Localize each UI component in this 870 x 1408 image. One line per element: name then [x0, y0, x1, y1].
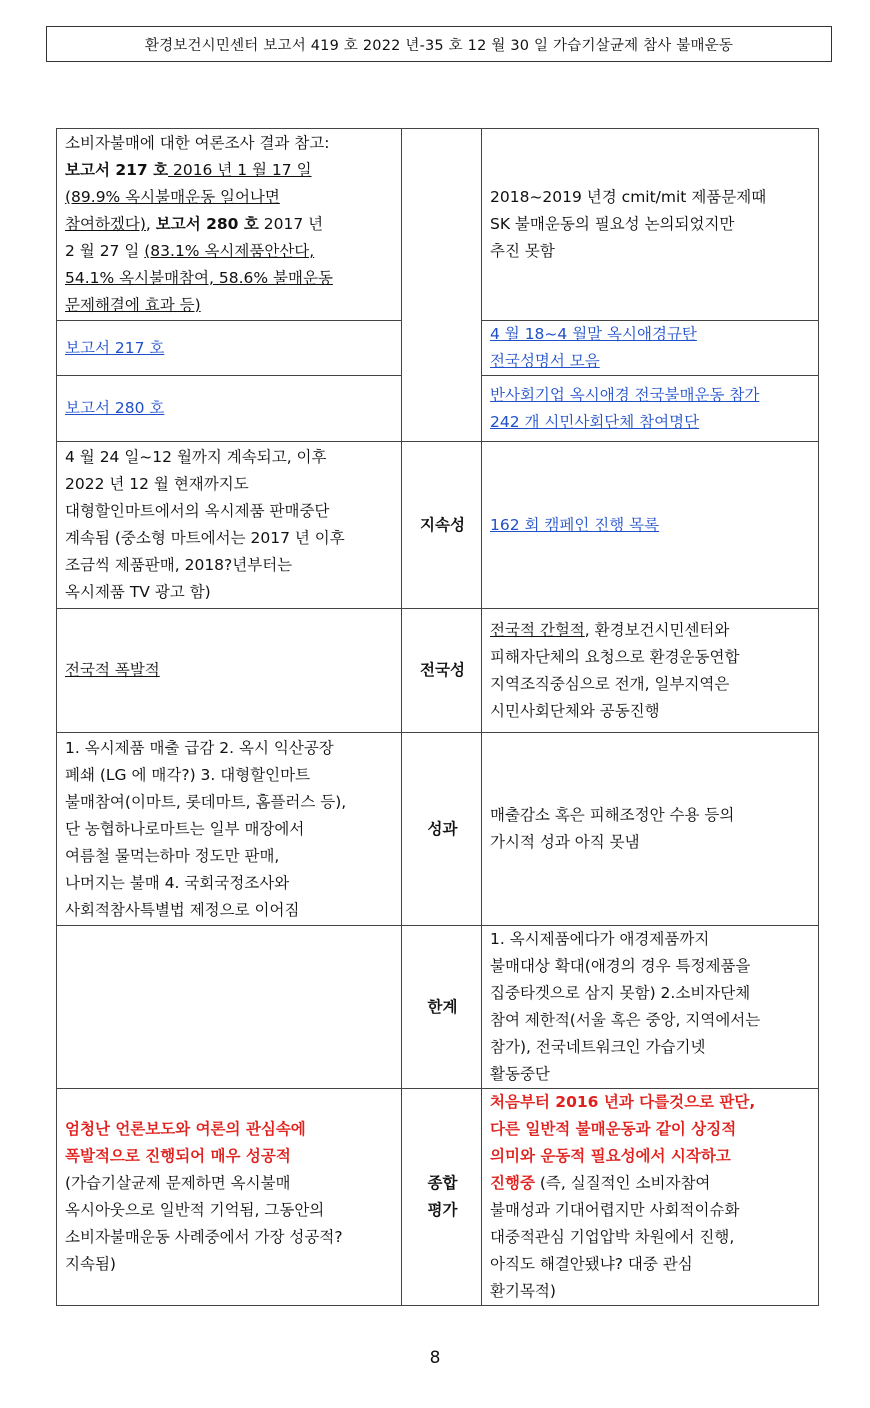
overall-left-line: 옥시아웃으로 일반적 기억됨, 그동안의	[65, 1201, 325, 1219]
overall-right-emphasis: 의미와 운동적 필요성에서 시작하고	[490, 1147, 731, 1165]
limit-line: 참가), 전국네트워크인 가습기넷	[490, 1038, 706, 1056]
overall-left-emphasis: 엄청난 언론보도와 여론의 관심속에	[65, 1120, 306, 1138]
continuity-line: 대형할인마트에서의 옥시제품 판매중단	[65, 502, 330, 520]
survey-line: 2 월 27 일 (83.1% 옥시제품안산다,	[65, 242, 315, 260]
overall-left-cell	[57, 1089, 402, 1306]
nationwide-left-cell	[57, 609, 402, 733]
result-left-cell	[57, 733, 402, 926]
survey-line: 참여하겠다), 보고서 280 호 2017 년	[65, 215, 324, 233]
continuity-label: 지속성	[402, 442, 482, 609]
campaign-list-link[interactable]: 162 회 캠페인 진행 목록	[490, 515, 660, 534]
boycott-evaluation-table	[56, 128, 819, 1306]
statements-collection-link-line2[interactable]: 전국성명서 모음	[490, 352, 600, 370]
survey-right-line: 추진 못함	[490, 242, 555, 260]
continuity-line: 4 월 24 일~12 월까지 계속되고, 이후	[65, 448, 327, 466]
overall-right-line: 불매성과 기대어렵지만 사회적이슈화	[490, 1201, 740, 1219]
result-right-line: 가시적 성과 아직 못냄	[490, 833, 640, 851]
overall-label: 종합 평가	[402, 1089, 482, 1306]
link280-right-cell	[482, 376, 819, 442]
nationwide-right-cell	[482, 609, 819, 733]
report-280-link[interactable]: 보고서 280 호	[65, 399, 165, 417]
nationwide-left-text: 전국적 폭발적	[65, 661, 160, 679]
report-217-link[interactable]: 보고서 217 호	[65, 338, 165, 357]
overall-right-line: 환기목적)	[490, 1282, 556, 1300]
limit-line: 집중타겟으로 삼지 못함) 2.소비자단체	[490, 984, 751, 1002]
overall-right-line: 진행중 (즉, 실질적인 소비자참여	[490, 1174, 711, 1192]
survey-line: 54.1% 옥시불매참여, 58.6% 불매운동	[65, 269, 333, 287]
statements-collection-link[interactable]: 4 월 18~4 월말 옥시애경규탄	[490, 325, 697, 343]
limit-line: 참여 제한적(서울 혹은 중앙, 지역에서는	[490, 1011, 761, 1029]
continuity-line: 2022 년 12 월 현재까지도	[65, 475, 249, 493]
nationwide-line: 전국적 간헐적, 환경보건시민센터와	[490, 620, 730, 639]
limit-left-cell	[57, 926, 402, 1089]
overall-right-line: 아직도 해결안됐냐? 대중 관심	[490, 1255, 693, 1273]
survey-line: (89.9% 옥시불매운동 일어나면	[65, 188, 280, 206]
nationwide-line: 지역조직중심으로 전개, 일부지역은	[490, 674, 730, 693]
header-text: 환경보건시민센터 보고서 419 호 2022 년-35 호 12 월 30 일 가습기살균제 참사 불매운동	[144, 37, 734, 54]
table-row-limit	[57, 926, 819, 1089]
survey-left-cell	[57, 129, 402, 321]
page-number: 8	[429, 1348, 441, 1368]
participants-list-link[interactable]: 반사회기업 옥시애경 전국불매운동 참가	[490, 385, 760, 404]
continuity-line: 옥시제품 TV 광고 함)	[65, 583, 211, 601]
limit-line: 활동중단	[490, 1065, 550, 1083]
result-line: 여름철 물먹는하마 정도만 판매,	[65, 846, 280, 865]
table-row-result	[57, 733, 819, 926]
limit-line: 불매대상 확대(애경의 경우 특정제품을	[490, 957, 751, 975]
nationwide-label: 전국성	[402, 609, 482, 733]
overall-left-line: 소비자불매운동 사례중에서 가장 성공적?	[65, 1228, 343, 1246]
result-line: 불매참여(이마트, 롯데마트, 홈플러스 등),	[65, 792, 347, 811]
nationwide-line: 피해자단체의 요청으로 환경운동연합	[490, 647, 740, 666]
overall-right-emphasis: 처음부터 2016 년과 다를것으로 판단,	[490, 1093, 756, 1111]
survey-line: 문제해결에 효과 등)	[65, 296, 201, 314]
overall-right-emphasis: 다른 일반적 불매운동과 같이 상징적	[490, 1120, 737, 1138]
link217-left-cell	[57, 321, 402, 376]
link217-right-cell	[482, 321, 819, 376]
result-line: 나머지는 불매 4. 국회국정조사와	[65, 873, 290, 892]
result-right-line: 매출감소 혹은 피해조정안 수용 등의	[490, 806, 735, 824]
report-header	[46, 26, 832, 62]
overall-left-emphasis: 폭발적으로 진행되어 매우 성공적	[65, 1147, 291, 1165]
result-right-cell	[482, 733, 819, 926]
nationwide-line: 시민사회단체와 공동진행	[490, 701, 660, 720]
continuity-right-cell	[482, 442, 819, 609]
table-row-survey	[57, 129, 819, 321]
result-label: 성과	[402, 733, 482, 926]
result-line: 1. 옥시제품 매출 급감 2. 옥시 익산공장	[65, 738, 334, 757]
overall-right-line: 대중적관심 기업압박 차원에서 진행,	[490, 1228, 735, 1246]
empty-label-cell	[402, 129, 482, 442]
overall-left-line: (가습기살균제 문제하면 옥시불매	[65, 1174, 291, 1192]
table-row-overall	[57, 1089, 819, 1306]
table-row-continuity	[57, 442, 819, 609]
survey-right-line: 2018~2019 년경 cmit/mit 제품문제때	[490, 188, 767, 206]
overall-left-line: 지속됨)	[65, 1255, 116, 1273]
link280-left-cell	[57, 376, 402, 442]
overall-right-cell	[482, 1089, 819, 1306]
result-line: 사회적참사특별법 제정으로 이어짐	[65, 900, 300, 919]
survey-right-line: SK 불매운동의 필요성 논의되었지만	[490, 215, 735, 233]
table-row-nationwide	[57, 609, 819, 733]
result-line: 단 농협하나로마트는 일부 매장에서	[65, 819, 305, 838]
limit-line: 1. 옥시제품에다가 애경제품까지	[490, 930, 710, 948]
continuity-line: 계속됨 (중소형 마트에서는 2017 년 이후	[65, 529, 345, 547]
continuity-line: 조금씩 제품판매, 2018?년부터는	[65, 556, 293, 574]
survey-right-cell	[482, 129, 819, 321]
limit-right-cell	[482, 926, 819, 1089]
continuity-left-cell	[57, 442, 402, 609]
result-line: 폐쇄 (LG 에 매각?) 3. 대형할인마트	[65, 765, 311, 784]
participants-list-link-line2[interactable]: 242 개 시민사회단체 참여명단	[490, 412, 700, 431]
survey-line: 소비자불매에 대한 여론조사 결과 참고:	[65, 134, 330, 152]
limit-label: 한계	[402, 926, 482, 1089]
survey-line: 보고서 217 호 2016 년 1 월 17 일	[65, 161, 312, 179]
